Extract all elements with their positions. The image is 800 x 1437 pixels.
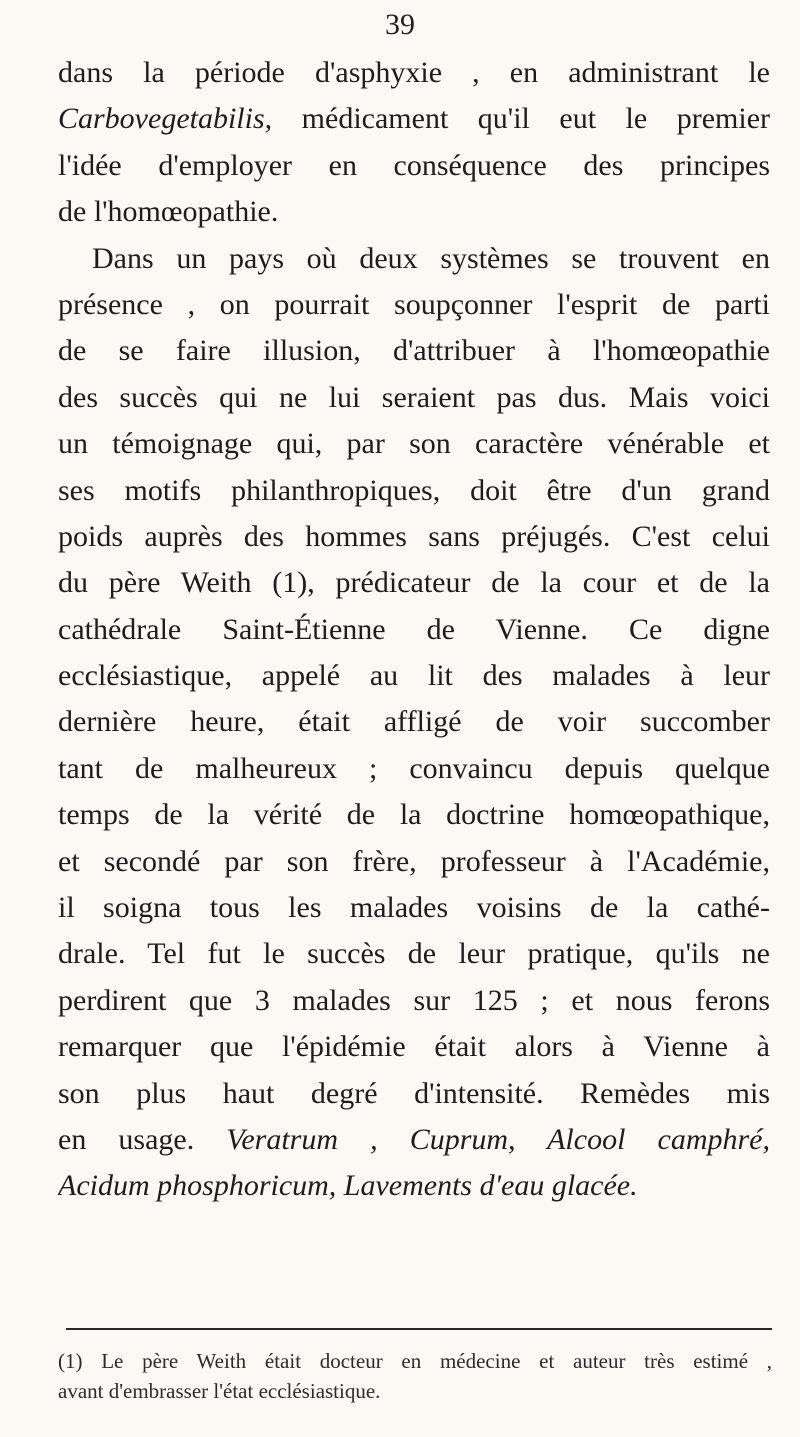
text-line	[58, 282, 770, 328]
text-line	[58, 1071, 770, 1117]
text-segment: temps de la vérité de la doctrine homœopathique,	[58, 798, 770, 832]
text-segment: cathédrale Saint-Étienne de Vienne. Ce digne	[58, 612, 770, 646]
text-segment: Dans un pays où deux systèmes se trouvent en	[92, 241, 770, 275]
text-segment: poids auprès des hommes sans préjugés. C'est celui	[58, 519, 770, 553]
text-segment: des succès qui ne lui seraient pas dus. Mais voici	[58, 380, 770, 414]
text-segment: de se faire illusion, d'attribuer à l'homœopathie	[58, 334, 770, 368]
text-segment: et secondé par son frère, professeur à l'Académie,	[58, 844, 770, 878]
text-line	[58, 1163, 770, 1209]
footnote-rule	[66, 1328, 772, 1330]
text-line	[58, 653, 770, 699]
text-segment: tant de malheureux ; convaincu depuis quelque	[58, 751, 770, 785]
text-segment: ses motifs philanthropiques, doit être d'un grand	[58, 473, 770, 507]
text-line	[58, 792, 770, 838]
text-segment: un témoignage qui, par son caractère vénérable et	[58, 427, 770, 461]
text-segment: remarquer que l'épidémie était alors à Vienne à	[58, 1030, 770, 1064]
text-segment: l'idée d'employer en conséquence des principes	[58, 148, 770, 182]
text-line	[58, 978, 770, 1024]
text-line	[58, 375, 770, 421]
footnote	[58, 1346, 772, 1406]
text-segment: en usage.	[58, 1122, 227, 1156]
text-line	[58, 1024, 770, 1070]
text-line	[58, 96, 770, 142]
text-segment: il soigna tous les malades voisins de la cathé-	[58, 891, 770, 925]
text-line	[58, 931, 770, 977]
text-segment: dans la période d'asphyxie , en administrant le	[58, 56, 770, 89]
text-line	[58, 328, 770, 374]
text-line	[58, 839, 770, 885]
text-segment: médicament qu'il eut le premier	[272, 102, 770, 136]
text-line	[58, 607, 770, 653]
text-segment: du père Weith (1), prédicateur de la cour et de la	[58, 566, 770, 600]
text-segment: présence , on pourrait soupçonner l'esprit de parti	[58, 287, 770, 321]
text-line	[58, 189, 770, 235]
italic-text: Acidum phosphoricum, Lavements d'eau glacée.	[58, 1169, 638, 1203]
text-line	[58, 236, 770, 282]
text-line	[58, 1117, 770, 1163]
text-segment: ecclésiastique, appelé au lit des malades à leur	[58, 659, 770, 693]
italic-text: Carbovegetabilis,	[58, 102, 273, 136]
text-segment: dernière heure, était affligé de voir succomber	[58, 705, 770, 739]
italic-text: Veratrum , Cuprum, Alcool camphré,	[226, 1122, 770, 1156]
text-line	[58, 746, 770, 792]
text-line	[58, 421, 770, 467]
text-segment: perdirent que 3 malades sur 125 ; et nous ferons	[58, 983, 770, 1017]
text-line	[58, 885, 770, 931]
footnote-line: (1) Le père Weith était docteur en médecine et auteur très estimé ,	[58, 1349, 772, 1373]
text-line	[58, 514, 770, 560]
text-segment: drale. Tel fut le succès de leur pratique, qu'ils ne	[58, 937, 770, 971]
text-segment: de l'homœopathie.	[58, 195, 279, 229]
body-text	[58, 50, 770, 1210]
page-number: 39	[385, 8, 415, 41]
text-line	[58, 468, 770, 514]
text-line	[58, 143, 770, 189]
text-line	[58, 699, 770, 745]
text-line	[58, 560, 770, 606]
text-segment: son plus haut degré d'intensité. Remèdes mis	[58, 1076, 770, 1110]
text-line	[58, 50, 770, 96]
footnote-line: avant d'embrasser l'état ecclésiastique.	[58, 1379, 381, 1403]
